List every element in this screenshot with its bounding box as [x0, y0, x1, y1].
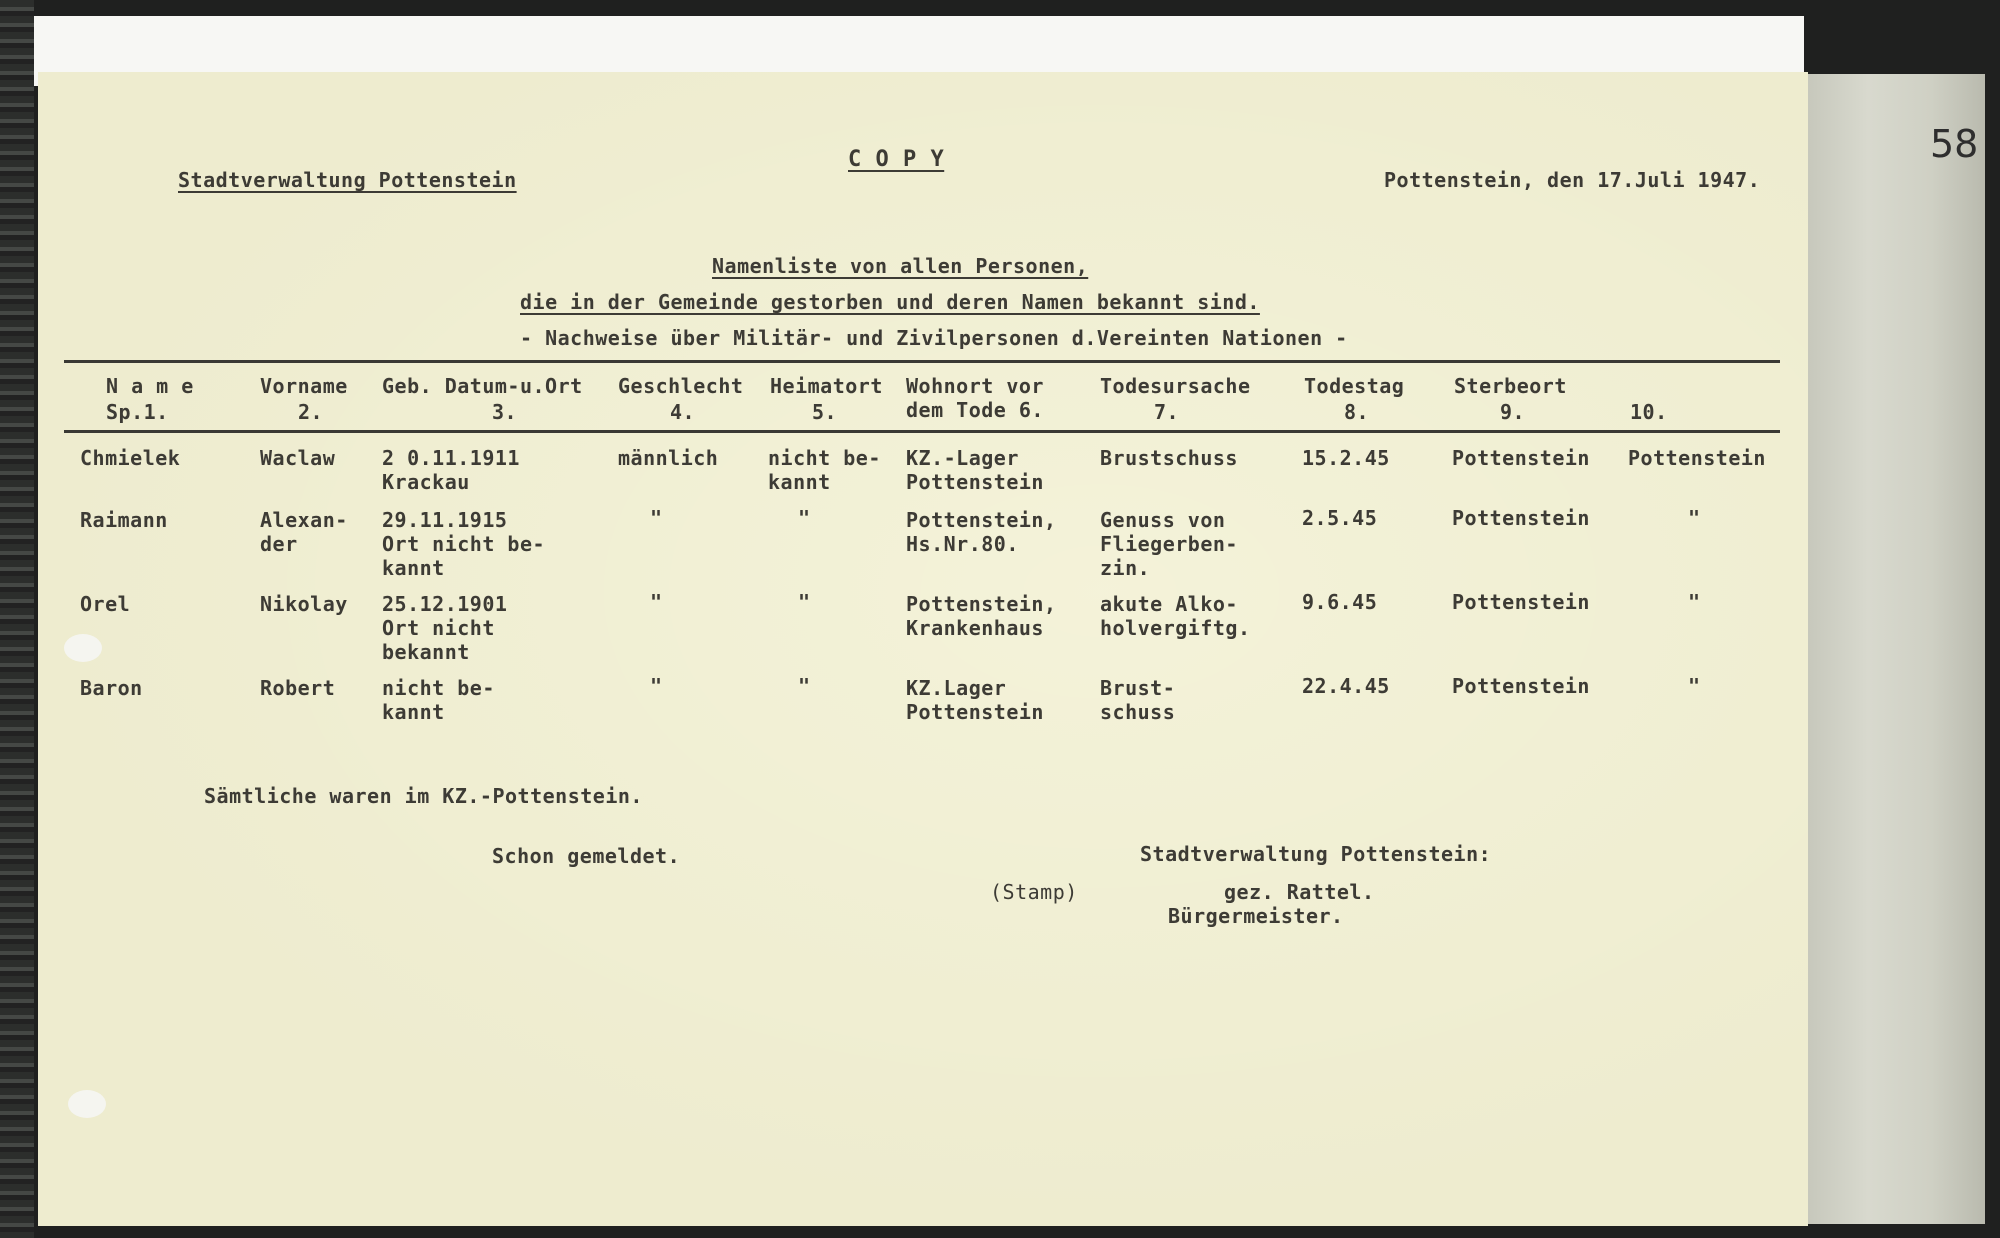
- cell-wohnort: Pottenstein, Krankenhaus: [906, 592, 1057, 640]
- col-header-todestag-num: 8.: [1344, 400, 1370, 424]
- cell-name: Orel: [80, 592, 131, 616]
- cell-col10: ": [1688, 590, 1701, 614]
- col-header-geschlecht-num: 4.: [670, 400, 696, 424]
- cell-col10: Pottenstein: [1628, 446, 1766, 470]
- gray-margin-strip: [1805, 74, 1985, 1224]
- mayor-title: Bürgermeister.: [1168, 904, 1344, 928]
- film-edge: [0, 0, 34, 1238]
- cell-geb: 29.11.1915 Ort nicht be- kannt: [382, 508, 546, 580]
- col-header-heimatort: Heimatort: [770, 374, 883, 398]
- cell-geb: nicht be- kannt: [382, 676, 495, 724]
- cell-sterbeort: Pottenstein: [1452, 590, 1590, 614]
- col-header-todestag: Todestag: [1304, 374, 1405, 398]
- col-header-vorname-num: 2.: [298, 400, 324, 424]
- cell-vorname: Robert: [260, 676, 336, 700]
- cell-name: Baron: [80, 676, 143, 700]
- cell-heimatort: ": [798, 506, 811, 530]
- place-date: Pottenstein, den 17.Juli 1947.: [1384, 168, 1761, 192]
- col-header-heimatort-num: 5.: [812, 400, 838, 424]
- reported-note: Schon gemeldet.: [492, 844, 681, 868]
- col-header-todesursache: Todesursache: [1100, 374, 1251, 398]
- cell-todesursache: Brust- schuss: [1100, 676, 1176, 724]
- cell-wohnort: KZ.-Lager Pottenstein: [906, 446, 1044, 494]
- cell-geschlecht: ": [650, 506, 663, 530]
- cell-col10: ": [1688, 674, 1701, 698]
- cell-geschlecht: männlich: [618, 446, 719, 470]
- cell-heimatort: ": [798, 674, 811, 698]
- cell-geb: 2 0.11.1911 Krackau: [382, 446, 520, 494]
- cell-heimatort: ": [798, 590, 811, 614]
- cell-todesursache: akute Alko- holvergiftg.: [1100, 592, 1251, 640]
- cell-todestag: 9.6.45: [1302, 590, 1378, 614]
- cell-wohnort: Pottenstein, Hs.Nr.80.: [906, 508, 1057, 556]
- cell-geschlecht: ": [650, 590, 663, 614]
- cell-todesursache: Genuss von Fliegerben- zin.: [1100, 508, 1238, 580]
- cell-todestag: 15.2.45: [1302, 446, 1390, 470]
- title-line-2: die in der Gemeinde gestorben und deren Namen bekannt sind.: [520, 290, 1260, 314]
- col-header-geschlecht: Geschlecht: [618, 374, 744, 398]
- page-number: 58: [1930, 122, 1979, 166]
- col-header-name-num: Sp.1.: [106, 400, 169, 424]
- cell-todestag: 22.4.45: [1302, 674, 1390, 698]
- cell-sterbeort: Pottenstein: [1452, 674, 1590, 698]
- stamp-note: (Stamp): [990, 880, 1078, 904]
- punch-hole: [68, 1090, 106, 1118]
- cell-heimatort: nicht be- kannt: [768, 446, 881, 494]
- title-line-1: Namenliste von allen Personen,: [712, 254, 1089, 278]
- document-page: [38, 72, 1808, 1226]
- col-header-vorname: Vorname: [260, 374, 348, 398]
- cell-wohnort: KZ.Lager Pottenstein: [906, 676, 1044, 724]
- signature-authority: Stadtverwaltung Pottenstein:: [1140, 842, 1492, 866]
- cell-col10: ": [1688, 506, 1701, 530]
- cell-todesursache: Brustschuss: [1100, 446, 1238, 470]
- cell-todestag: 2.5.45: [1302, 506, 1378, 530]
- cell-name: Chmielek: [80, 446, 181, 470]
- cell-sterbeort: Pottenstein: [1452, 446, 1590, 470]
- cell-name: Raimann: [80, 508, 168, 532]
- cell-vorname: Alexan- der: [260, 508, 348, 556]
- col-header-col10-num: 10.: [1630, 400, 1668, 424]
- punch-hole: [64, 634, 102, 662]
- cell-vorname: Waclaw: [260, 446, 336, 470]
- cell-vorname: Nikolay: [260, 592, 348, 616]
- cell-sterbeort: Pottenstein: [1452, 506, 1590, 530]
- title-line-3: - Nachweise über Militär- und Zivilpersonen d.Vereinten Nationen -: [520, 326, 1348, 350]
- col-header-sterbeort: Sterbeort: [1454, 374, 1567, 398]
- table-top-rule: [64, 360, 1780, 363]
- col-header-geb: Geb. Datum-u.Ort: [382, 374, 583, 398]
- authority-heading: Stadtverwaltung Pottenstein: [178, 168, 517, 192]
- cell-geb: 25.12.1901 Ort nicht bekannt: [382, 592, 508, 664]
- copy-mark: C O P Y: [848, 147, 945, 172]
- footer-note: Sämtliche waren im KZ.-Pottenstein.: [204, 784, 643, 808]
- col-header-sterbeort-num: 9.: [1500, 400, 1526, 424]
- col-header-name: N a m e: [106, 374, 194, 398]
- table-header-rule: [64, 430, 1780, 433]
- cell-geschlecht: ": [650, 674, 663, 698]
- col-header-todesursache-num: 7.: [1154, 400, 1180, 424]
- col-header-geb-num: 3.: [492, 400, 518, 424]
- signed-by: gez. Rattel.: [1224, 880, 1375, 904]
- col-header-wohnort: Wohnort vor dem Tode 6.: [906, 374, 1044, 422]
